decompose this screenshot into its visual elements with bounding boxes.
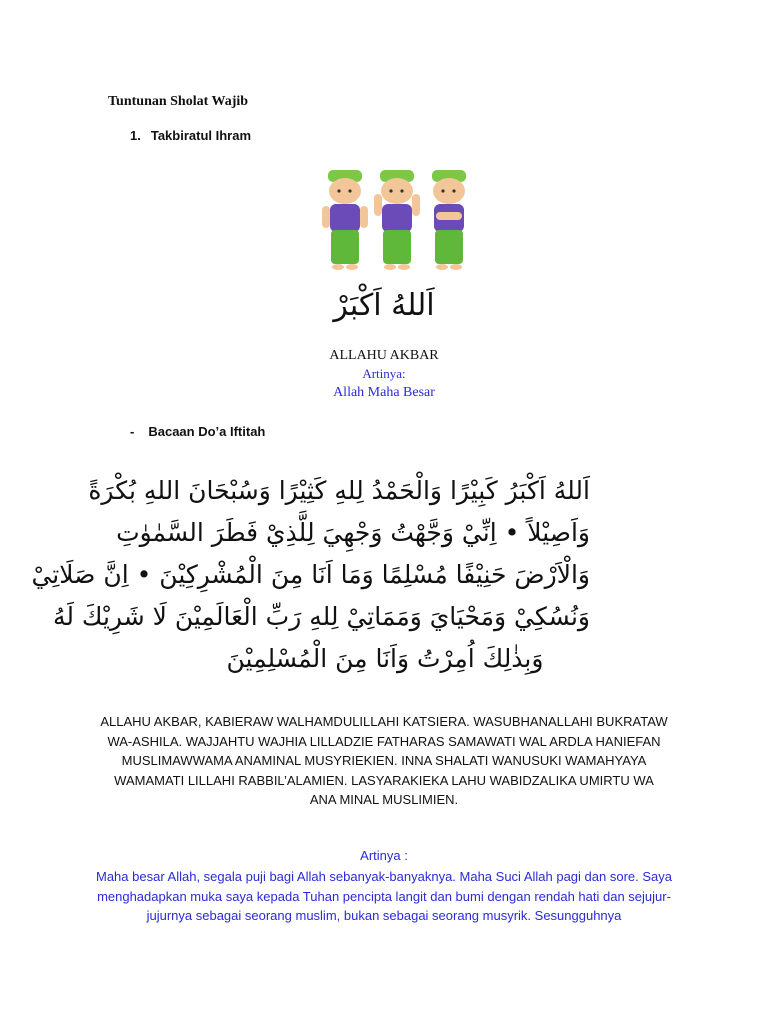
arabic-line: اَللهُ اَكْبَرُ كَبِيْرًا وَالْحَمْدُ لِلهِ كَثِيْرًا وَسُبْحَانَ اللهِ بُكْرَةً xyxy=(88,476,590,505)
section-heading-label: Takbiratul Ihram xyxy=(150,128,252,143)
meaning-label: Artinya: xyxy=(362,366,406,381)
section-heading-label: Bacaan Do’a Iftitah xyxy=(148,424,266,439)
list-number: 1. xyxy=(130,128,141,143)
transliteration-takbir: ALLAHU AKBAR xyxy=(329,348,439,363)
three-boys-praying-figure xyxy=(318,164,480,274)
arabic-line: وَبِذٰلِكَ اُمِرْتُ وَاَنَا مِنَ الْمُسْلِمِيْنَ xyxy=(226,644,544,673)
boy-figure-1 xyxy=(322,170,368,270)
section-heading-takbiratul-ihram xyxy=(130,128,251,143)
arabic-line: وَنُسُكِيْ وَمَحْيَايَ وَمَمَاتِيْ لِلهِ رَبِّ الْعَالَمِيْنَ لَا شَرِيْكَ لَهُ xyxy=(52,602,590,631)
boy-figure-2 xyxy=(374,170,420,270)
arabic-line: وَالْاَرْضَ حَنِيْفًا مُسْلِمًا وَمَا اَنَا مِنَ الْمُشْرِكِيْنَ • اِنَّ صَلَاتِيْ xyxy=(31,560,590,589)
arabic-text-takbir: اَللهُ اَكْبَرْ xyxy=(333,288,435,323)
meaning-text-takbir: Allah Maha Besar xyxy=(333,385,435,400)
boy-figure-3 xyxy=(432,170,466,270)
arabic-line: وَاَصِيْلاً • اِنِّيْ وَجَّهْتُ وَجْهِيَ لِلَّذِيْ فَطَرَ السَّمٰوٰتِ xyxy=(116,518,590,547)
list-bullet: - xyxy=(130,424,135,439)
document-title: Tuntunan Sholat Wajib xyxy=(108,94,249,109)
transliteration-iftitah: ALLAHU AKBAR, KABIERAW WALHAMDULILLAHI KATSIERA. WASUBHANALLAHI BUKRATAW WA-ASHILA. WAJJAHTU WAJHIA LILLADZIE FATHARAS SAMAWATI WAL ARDLA HANIEFAN MUSLIMAWWAMA ANAMINAL MUSYRIEKIEN. INNA SHALATI WANUSUKI WAMAHYAYA WAMAMATI LILLAHI RABBIL’ALAMIEN. LASYARAKIEKA LAHU WABIDZALIKA UMIRTU WA ANA MINAL MUSLIMIEN. xyxy=(100,714,668,807)
meaning-label: Artinya : xyxy=(360,848,408,863)
section-heading-doa-iftitah xyxy=(130,424,265,439)
meaning-text-iftitah: Maha besar Allah, segala puji bagi Allah sebanyak-banyaknya. Maha Suci Allah pagi dan sore. Saya menghadapkan muka saya kepada Tuhan pencipta langit dan bumi dengan rendah hati dan sejujur-jujurnya sebagai seorang muslim, bukan sebagai seorang musyrik. Sesungguhnya xyxy=(96,869,672,923)
arabic-text-iftitah xyxy=(31,470,590,680)
